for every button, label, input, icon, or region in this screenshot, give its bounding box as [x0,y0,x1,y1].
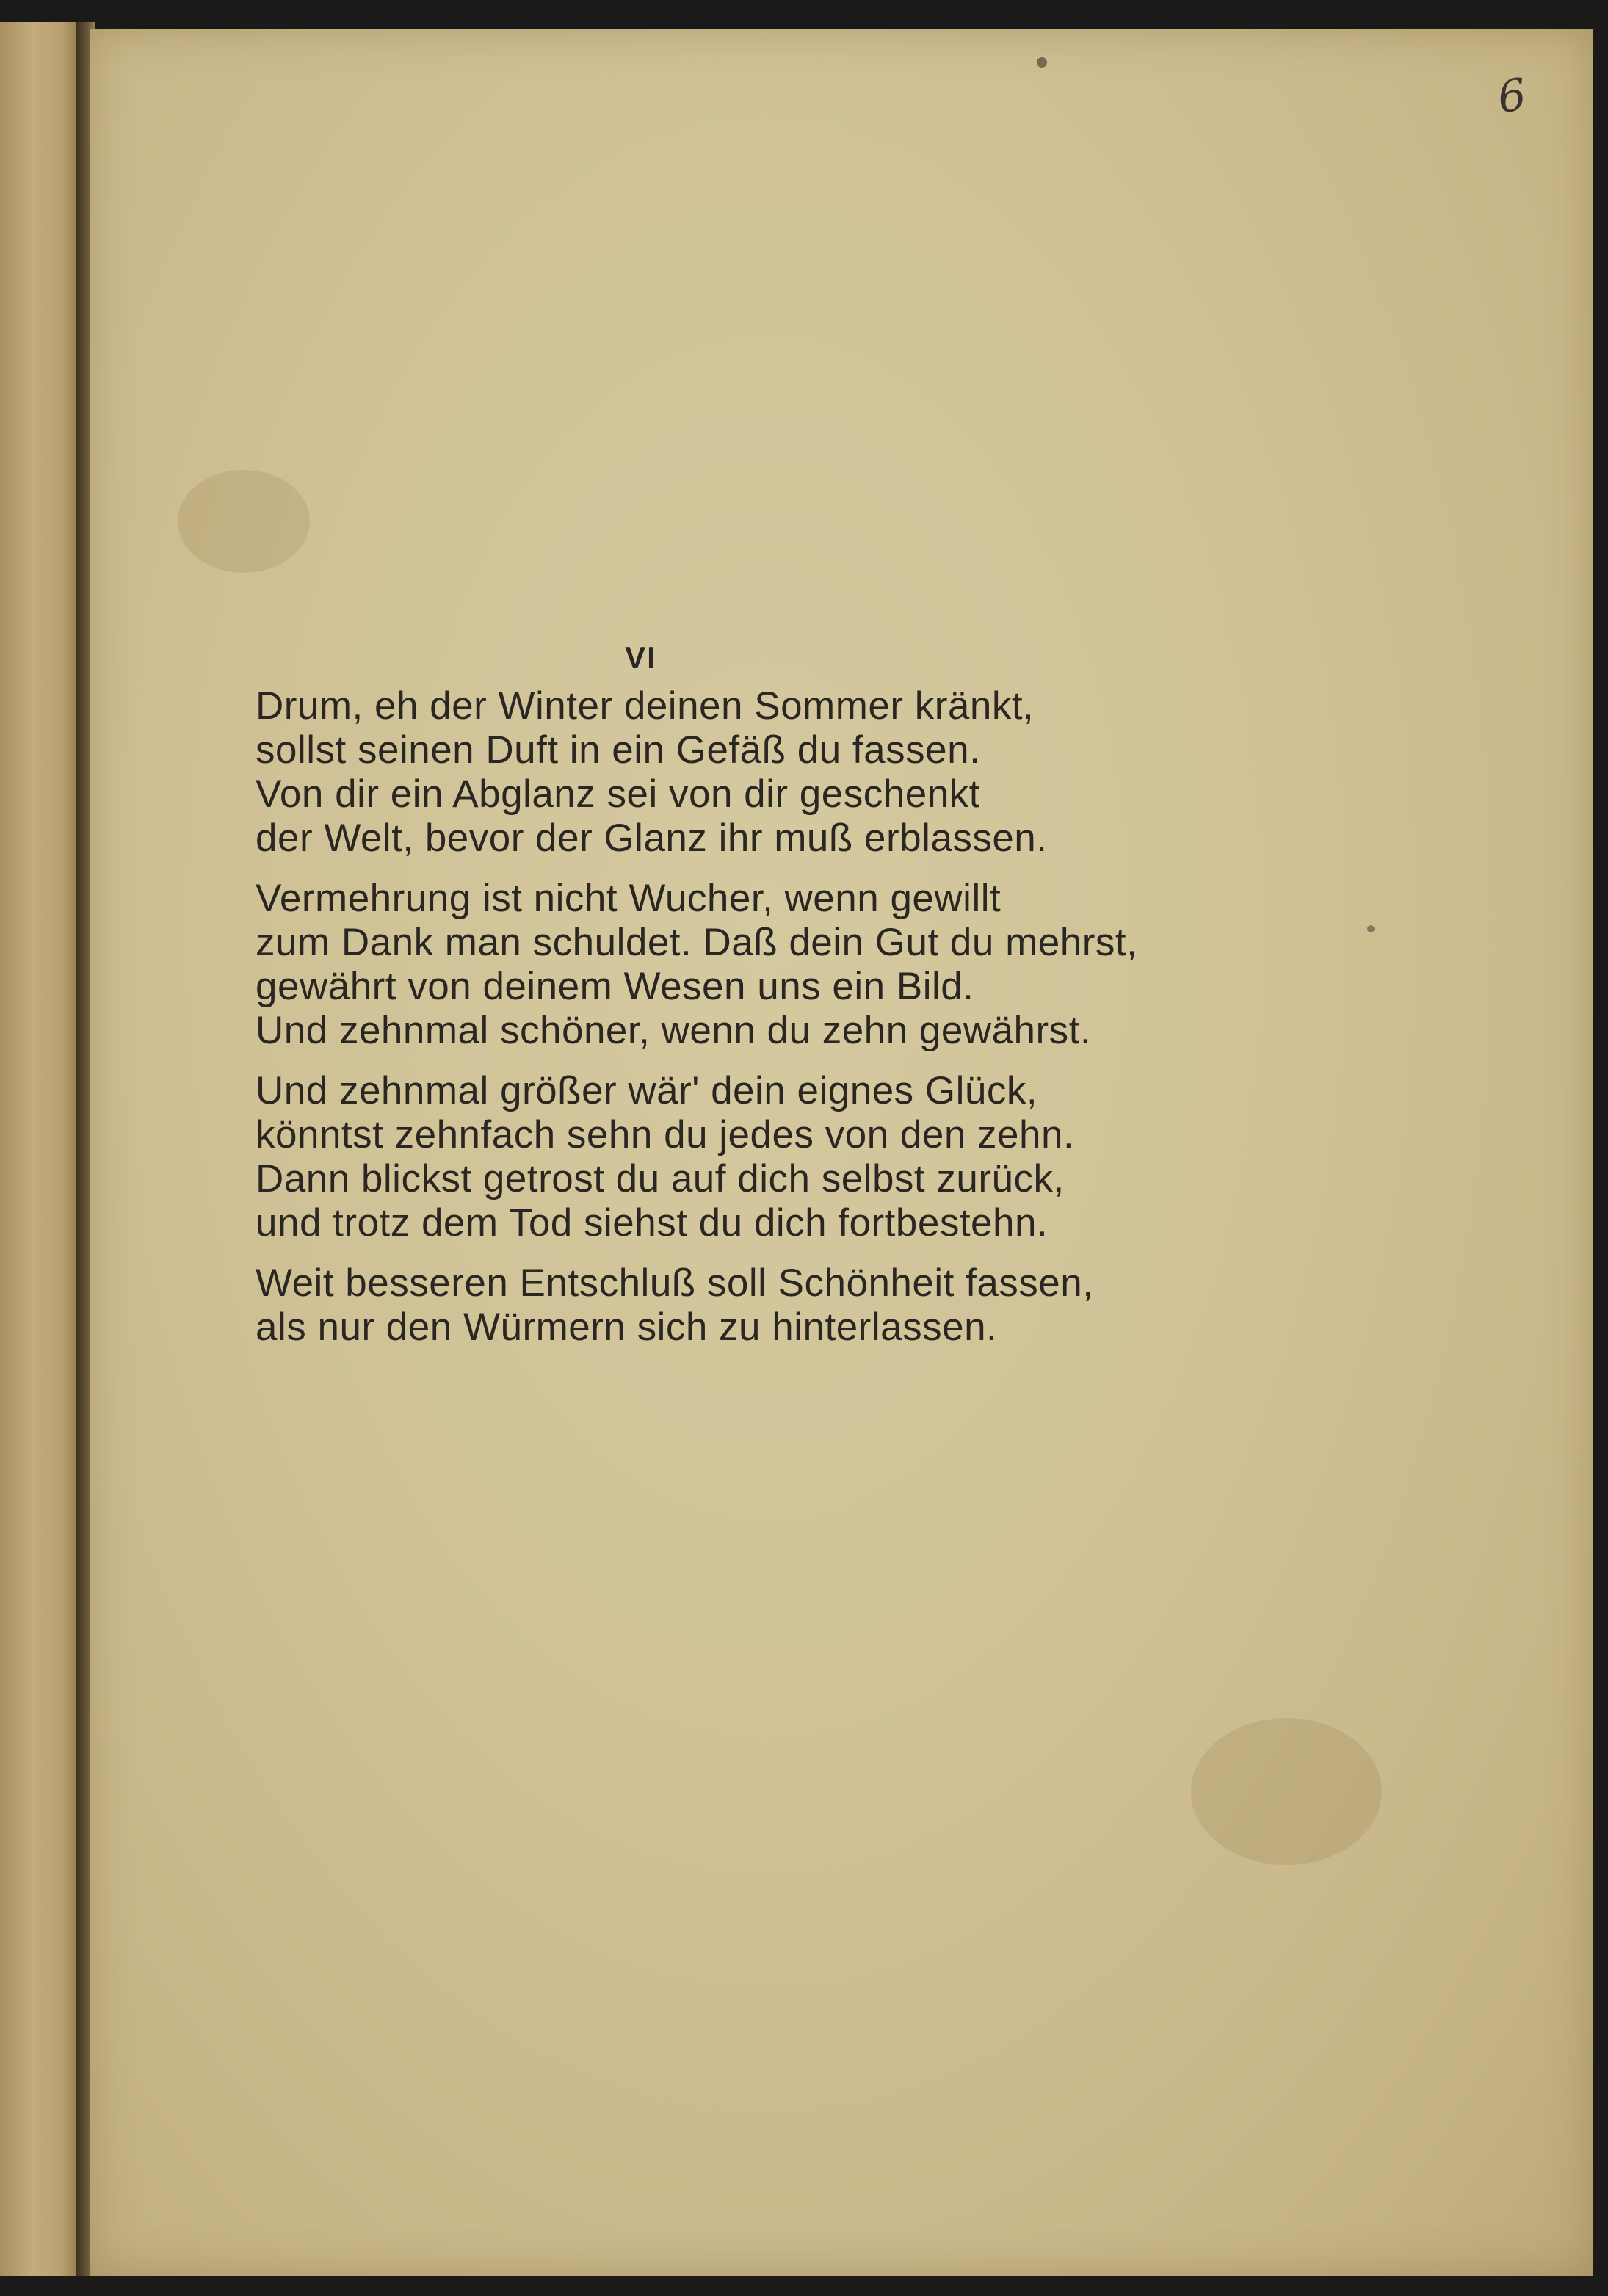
poem-line: Vermehrung ist nicht Wucher, wenn gewillt [256,877,1002,920]
poem-line: Weit besseren Entschluß soll Schönheit fassen, [256,1261,1094,1305]
poem-line: Drum, eh der Winter deinen Sommer kränkt, [256,684,1035,728]
paper-stain [1037,57,1047,68]
poem-line: Von dir ein Abglanz sei von dir geschenkt [256,772,980,816]
left-page-edge [0,22,82,2276]
stanza [256,1069,1298,1245]
poem [256,636,1298,1366]
stanza [256,684,1298,861]
poem-line: sollst seinen Duft in ein Gefäß du fassen. [256,728,981,772]
poem-line: zum Dank man schuldet. Daß dein Gut du mehrst, [256,921,1138,964]
poem-line: könntst zehnfach sehn du jedes von den zehn. [256,1113,1075,1156]
poem-line: und trotz dem Tod siehst du dich fortbestehn. [256,1201,1049,1245]
poem-line: als nur den Würmern sich zu hinterlassen. [256,1305,998,1349]
poem-line: Und zehnmal schöner, wenn du zehn gewährst. [256,1009,1092,1052]
poem-heading: VI [625,640,657,675]
stanza [256,1261,1298,1350]
poem-line: der Welt, bevor der Glanz ihr muß erblassen. [256,816,1048,860]
handwritten-page-number: 6 [1494,68,1529,124]
stanza [256,877,1298,1053]
poem-line: Und zehnmal größer wär' dein eignes Glück, [256,1069,1038,1112]
poem-line: gewährt von deinem Wesen uns ein Bild. [256,965,974,1008]
paper-stain [1191,1718,1382,1865]
paper-stain [178,470,310,573]
paper-stain [1367,925,1375,932]
poem-line: Dann blickst getrost du auf dich selbst zurück, [256,1157,1065,1200]
